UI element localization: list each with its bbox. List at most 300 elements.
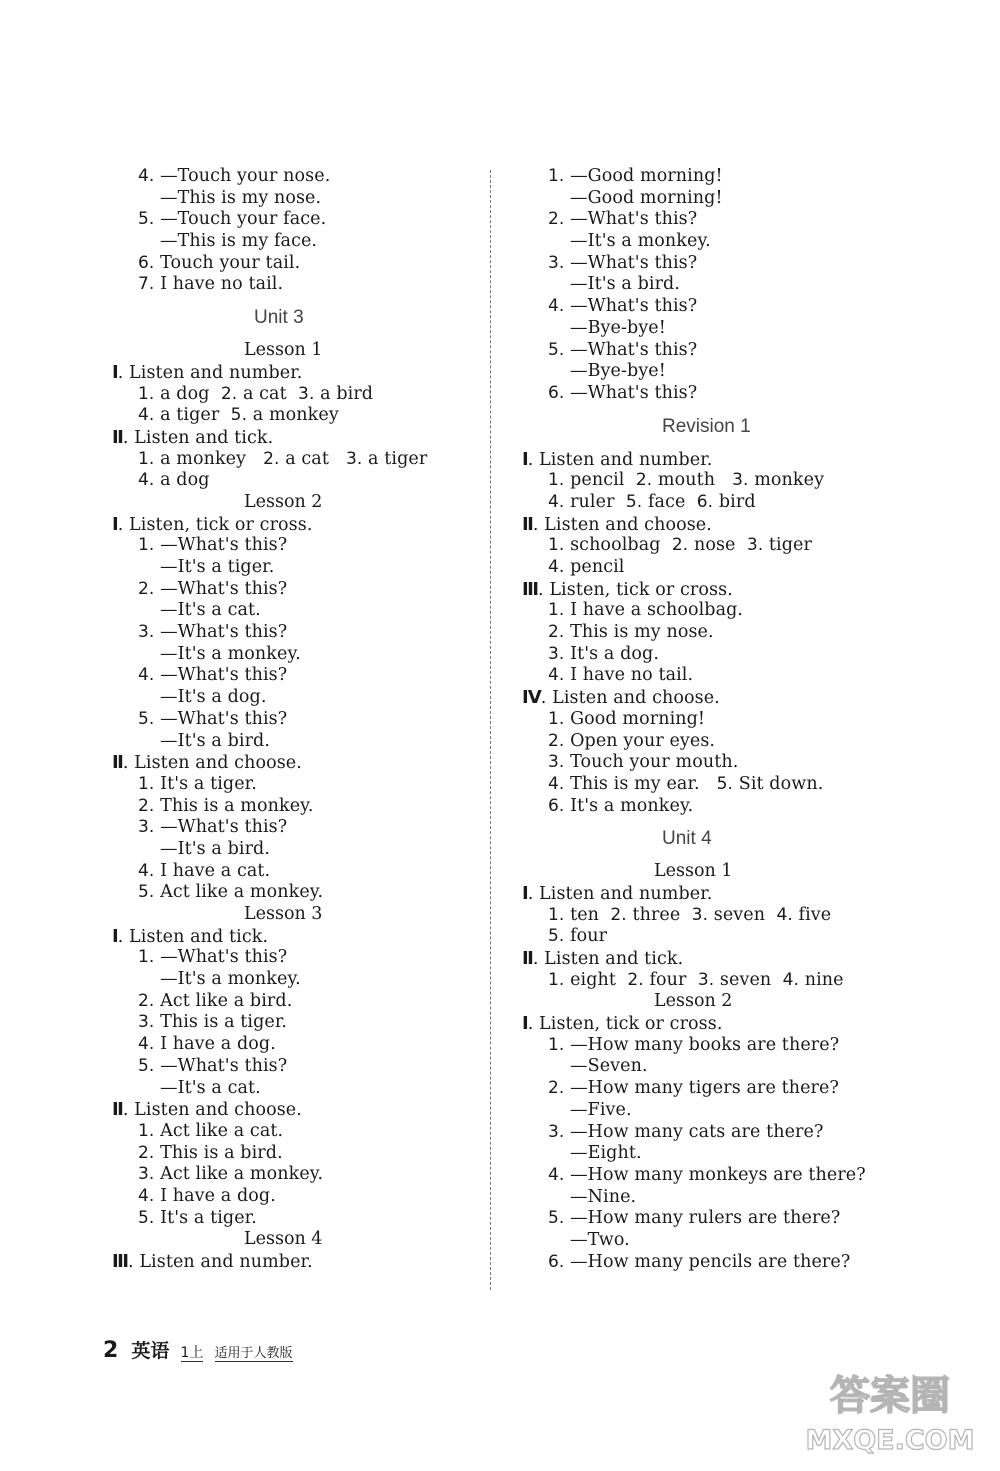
roman-numeral: Ⅰ xyxy=(112,361,118,382)
answer-text: . Listen and tick. xyxy=(532,949,684,969)
answer-text: —This is my nose. xyxy=(160,187,322,208)
lesson-heading: Lesson 4 xyxy=(244,1229,323,1250)
answer-line xyxy=(112,166,472,188)
item-number: 4. xyxy=(548,557,565,577)
answer-line xyxy=(522,1035,922,1057)
exercise-heading xyxy=(522,883,922,905)
unit-heading: Unit 3 xyxy=(254,307,304,329)
item-number: 4. xyxy=(548,491,565,512)
item-number: 7. xyxy=(138,274,155,295)
item-number: 4. xyxy=(548,773,565,794)
answer-text: —What's this? xyxy=(564,339,698,360)
answer-line xyxy=(522,774,922,796)
roman-numeral: Ⅲ xyxy=(522,578,539,599)
answer-line xyxy=(112,600,472,622)
item-number: 6. xyxy=(138,252,155,273)
answer-line xyxy=(112,839,472,861)
item-number: 3. xyxy=(691,904,709,925)
item-number: 3. xyxy=(298,383,315,404)
lesson-heading: Lesson 1 xyxy=(244,340,323,361)
answer-line xyxy=(522,1165,922,1187)
exercise-heading xyxy=(112,1099,472,1121)
answer-line xyxy=(522,1252,922,1274)
answer-text: —It's a bird. xyxy=(160,838,271,859)
item-number: 2. xyxy=(220,383,238,404)
exercise-heading xyxy=(522,1013,922,1035)
answer-line xyxy=(112,731,472,753)
answer-line xyxy=(112,579,472,601)
answer-text: —It's a bird. xyxy=(570,274,681,295)
item-number: 3. xyxy=(548,1121,565,1142)
answer-line xyxy=(522,1208,922,1230)
answer-line xyxy=(522,600,922,622)
answer-text: This is a bird. xyxy=(154,1142,283,1163)
answer-text: Act like a monkey. xyxy=(154,882,324,903)
answer-text: . Listen and number. xyxy=(117,362,303,383)
answer-text: nose xyxy=(688,535,747,556)
exercise-heading xyxy=(522,514,922,536)
answer-line xyxy=(522,1143,922,1165)
answer-text: I have a dog. xyxy=(154,1185,276,1206)
answer-line xyxy=(522,796,922,818)
answer-text: three xyxy=(626,904,692,925)
answer-text: —Eight. xyxy=(570,1143,642,1164)
answer-line xyxy=(112,774,472,796)
roman-numeral: Ⅰ xyxy=(112,513,118,534)
answer-line xyxy=(112,991,472,1013)
item-number: 5. xyxy=(548,339,565,360)
item-number: 2. xyxy=(138,578,155,599)
answer-text: —How many pencils are there? xyxy=(564,1251,851,1272)
answer-line xyxy=(112,882,472,904)
answer-line xyxy=(522,622,922,644)
answer-line xyxy=(112,1164,472,1186)
answer-text: —Touch your nose. xyxy=(154,166,331,186)
edition-label: 适用于人教版 xyxy=(214,1346,293,1361)
answer-line xyxy=(112,687,472,709)
answer-text: —What's this? xyxy=(564,209,698,230)
answer-text: I have no tail. xyxy=(564,665,694,686)
answer-line xyxy=(112,1121,472,1143)
answer-text: —What's this? xyxy=(154,622,288,643)
answer-line xyxy=(522,752,922,774)
answer-text: four xyxy=(564,926,608,947)
answer-text: —Touch your face. xyxy=(154,209,327,230)
item-number: 2. xyxy=(548,209,565,230)
answer-text: It's a monkey. xyxy=(564,795,694,816)
answer-text: This is my nose. xyxy=(564,622,714,643)
answer-text: —Nine. xyxy=(570,1186,637,1207)
answer-text: —What's this? xyxy=(154,708,288,729)
item-number: 3. xyxy=(138,1164,155,1185)
answer-text: It's a dog. xyxy=(564,643,659,664)
answer-line xyxy=(112,709,472,731)
exercise-heading xyxy=(522,579,922,601)
answer-line xyxy=(522,274,922,296)
answer-text: . Listen, tick or cross. xyxy=(527,1014,723,1035)
answer-text: —Two. xyxy=(570,1229,630,1250)
item-number: 2. xyxy=(138,1142,155,1163)
lesson-heading: Lesson 3 xyxy=(244,904,323,924)
item-number: 2. xyxy=(671,535,689,556)
answer-line xyxy=(112,253,472,275)
answer-text: . Listen and choose. xyxy=(532,514,712,535)
exercise-heading xyxy=(112,752,472,774)
answer-line xyxy=(112,231,472,253)
item-number: 1. xyxy=(138,535,155,556)
item-number: 2. xyxy=(635,470,653,491)
answer-line xyxy=(522,1187,922,1209)
subject-label: 英语 xyxy=(131,1340,170,1362)
answer-line xyxy=(522,926,922,948)
roman-numeral: Ⅰ xyxy=(112,925,118,946)
roman-numeral: Ⅰ xyxy=(522,882,528,903)
answer-text: —Good morning! xyxy=(570,187,723,208)
column-divider xyxy=(490,170,491,1290)
answer-text: This is a monkey. xyxy=(154,795,314,816)
unit-heading: Revision 1 xyxy=(662,415,751,437)
item-number: 2. xyxy=(138,795,155,816)
lesson-heading: Lesson 2 xyxy=(244,491,323,512)
answer-text: pencil xyxy=(564,557,625,577)
answer-line xyxy=(112,384,472,406)
answer-text: It's a tiger. xyxy=(154,1207,257,1228)
answer-text: —It's a bird. xyxy=(160,730,271,751)
item-number: 2. xyxy=(548,622,565,643)
item-number: 3. xyxy=(548,752,565,773)
roman-numeral: Ⅱ xyxy=(112,426,123,447)
answer-text: eight xyxy=(564,969,628,990)
page-number: 2 xyxy=(103,1338,119,1363)
answer-text: —What's this? xyxy=(154,578,288,599)
item-number: 6. xyxy=(696,491,714,512)
item-number: 5. xyxy=(548,926,565,947)
item-number: 5. xyxy=(138,882,155,903)
answer-text: Act like a cat. xyxy=(154,1120,284,1141)
item-number: 1. xyxy=(138,448,155,469)
exercise-heading xyxy=(522,948,922,970)
answer-text: ruler xyxy=(564,491,626,512)
answer-line xyxy=(522,361,922,383)
answer-text: This is my ear. xyxy=(564,773,717,794)
answer-text: —What's this? xyxy=(154,665,288,686)
answer-line xyxy=(522,905,922,927)
item-number: 1. xyxy=(548,1034,565,1055)
answer-text: —How many cats are there? xyxy=(564,1121,824,1142)
answer-text: —It's a cat. xyxy=(160,1077,261,1098)
answer-text: tiger xyxy=(763,535,812,556)
answer-line xyxy=(522,665,922,687)
item-number: 4. xyxy=(138,470,155,491)
answer-line xyxy=(112,188,472,210)
answer-line xyxy=(112,947,472,969)
item-number: 5. xyxy=(625,491,643,512)
answer-text: . Listen and choose. xyxy=(122,1100,302,1121)
item-number: 1. xyxy=(548,969,565,990)
roman-numeral: Ⅱ xyxy=(112,1099,123,1120)
watermark-logo xyxy=(806,1365,974,1457)
watermark-top: 答案圈 xyxy=(830,1373,950,1419)
item-number: 1. xyxy=(138,773,155,794)
answer-text: four xyxy=(643,969,698,990)
answer-text: I have a schoolbag. xyxy=(564,600,744,621)
answer-text: monkey xyxy=(748,470,825,491)
roman-numeral: Ⅱ xyxy=(522,948,533,968)
item-number: 2. xyxy=(138,990,155,1011)
answer-line xyxy=(112,817,472,839)
answer-line xyxy=(522,1122,922,1144)
answer-text: . Listen, tick or cross. xyxy=(538,579,733,600)
item-number: 1. xyxy=(548,600,565,621)
item-number: 2. xyxy=(610,904,627,925)
answer-line xyxy=(522,231,922,253)
item-number: 3. xyxy=(548,643,565,664)
answer-line xyxy=(522,709,922,731)
roman-numeral: Ⅲ xyxy=(112,1251,129,1271)
roman-numeral: Ⅰ xyxy=(522,448,528,469)
item-number: 5. xyxy=(138,708,155,729)
roman-numeral: Ⅱ xyxy=(522,513,533,534)
answer-line xyxy=(522,1078,922,1100)
answer-line xyxy=(522,470,922,492)
answer-text: Touch your mouth. xyxy=(564,752,739,773)
answer-text: —What's this? xyxy=(564,296,698,317)
answer-line xyxy=(112,796,472,818)
answer-line xyxy=(112,1143,472,1165)
answer-text: a monkey xyxy=(247,405,339,426)
answer-line xyxy=(112,449,472,471)
watermark-bottom: MXQE.COM xyxy=(806,1425,974,1456)
answer-text: —It's a tiger. xyxy=(160,557,275,577)
item-number: 3. xyxy=(138,1012,155,1033)
answer-line xyxy=(522,209,922,231)
answer-line xyxy=(522,296,922,318)
answer-line xyxy=(522,1056,922,1078)
item-number: 6. xyxy=(548,795,565,816)
answer-line xyxy=(522,1100,922,1122)
answer-line xyxy=(522,318,922,340)
answer-text: —Seven. xyxy=(570,1056,648,1077)
item-number: 1. xyxy=(548,535,565,556)
answer-text: —Bye-bye! xyxy=(570,317,666,338)
answer-line xyxy=(522,492,922,514)
answer-line xyxy=(112,644,472,666)
answer-text: face xyxy=(642,491,697,512)
grade-label: 1上 xyxy=(180,1345,204,1361)
item-number: 3. xyxy=(138,817,155,838)
answer-line xyxy=(522,557,922,579)
answer-text: I have a dog. xyxy=(154,1034,276,1055)
item-number: 4. xyxy=(138,405,155,426)
exercise-heading xyxy=(522,687,922,709)
answer-text: . Listen and number. xyxy=(527,883,713,904)
answer-text: a monkey xyxy=(154,448,264,469)
answer-text: five xyxy=(792,904,832,925)
answer-text: This is a tiger. xyxy=(154,1012,288,1033)
answer-text: —It's a monkey. xyxy=(570,231,711,252)
answer-text: —What's this? xyxy=(154,817,288,838)
answer-text: a dog xyxy=(154,383,221,404)
left-column xyxy=(112,166,472,1273)
exercise-heading xyxy=(112,427,472,449)
item-number: 3. xyxy=(138,622,155,643)
item-number: 5. xyxy=(548,1208,565,1229)
item-number: 5. xyxy=(138,1207,155,1228)
item-number: 5. xyxy=(716,773,734,794)
answer-text: —It's a monkey. xyxy=(160,643,301,664)
answer-text: bird xyxy=(713,491,756,512)
answer-line xyxy=(112,1012,472,1034)
item-number: 5. xyxy=(138,209,155,230)
item-number: 1. xyxy=(138,1120,155,1141)
answer-line xyxy=(112,622,472,644)
item-number: 6. xyxy=(548,1251,565,1272)
item-number: 4. xyxy=(138,860,155,881)
answer-text: nine xyxy=(799,969,844,990)
answer-line xyxy=(522,383,922,405)
item-number: 4. xyxy=(138,665,155,686)
item-number: 5. xyxy=(138,1055,155,1076)
answer-text: —This is my face. xyxy=(160,231,318,252)
answer-text: a tiger xyxy=(154,405,231,426)
answer-line xyxy=(522,253,922,275)
exercise-heading xyxy=(112,514,472,536)
answer-text: Act like a bird. xyxy=(154,990,293,1011)
unit-heading: Unit 4 xyxy=(662,828,712,850)
answer-line xyxy=(112,209,472,231)
item-number: 1. xyxy=(548,470,565,491)
item-number: 6. xyxy=(548,382,565,403)
answer-line xyxy=(112,1208,472,1230)
item-number: 2. xyxy=(548,1078,565,1099)
answer-text: —How many tigers are there? xyxy=(564,1078,839,1099)
answer-text: —What's this? xyxy=(154,947,288,968)
item-number: 2. xyxy=(263,448,280,469)
answer-text: . Listen and number. xyxy=(527,449,713,470)
answer-text: —Bye-bye! xyxy=(570,361,666,382)
answer-text: —Five. xyxy=(570,1099,632,1120)
answer-text: Sit down. xyxy=(733,773,824,794)
answer-text: I have a cat. xyxy=(154,860,271,881)
answer-text: . Listen and tick. xyxy=(122,427,274,448)
roman-numeral: Ⅱ xyxy=(112,752,123,773)
answer-line xyxy=(112,470,472,492)
right-column xyxy=(522,166,922,1273)
answer-text: . Listen and choose. xyxy=(540,688,720,709)
item-number: 4. xyxy=(138,166,155,186)
answer-text: mouth xyxy=(652,470,733,491)
lesson-heading: Lesson 1 xyxy=(654,861,733,882)
answer-line xyxy=(522,1230,922,1252)
answer-text: schoolbag xyxy=(564,535,672,556)
item-number: 1. xyxy=(138,947,155,968)
lesson-heading: Lesson 2 xyxy=(654,991,733,1012)
page-footer xyxy=(103,1336,293,1362)
answer-text: ten xyxy=(564,904,611,925)
answer-text: —What's this? xyxy=(154,1055,288,1076)
item-number: 4. xyxy=(138,1034,155,1055)
answer-text: —How many books are there? xyxy=(564,1034,840,1055)
answer-text: pencil xyxy=(564,470,636,491)
item-number: 4. xyxy=(138,1185,155,1206)
answer-text: . Listen and number. xyxy=(128,1252,313,1272)
answer-line xyxy=(112,1186,472,1208)
answer-line xyxy=(522,644,922,666)
answer-text: Touch your tail. xyxy=(154,252,301,273)
answer-text: —It's a dog. xyxy=(160,687,267,708)
answer-line xyxy=(522,970,922,992)
item-number: 4. xyxy=(548,665,565,686)
item-number: 1. xyxy=(548,166,565,186)
answer-line xyxy=(112,969,472,991)
answer-text: —Good morning! xyxy=(564,166,723,186)
item-number: 2. xyxy=(548,730,565,751)
answer-text: I have no tail. xyxy=(154,274,284,295)
answer-text: . Listen and choose. xyxy=(122,753,302,774)
answer-line xyxy=(522,731,922,753)
answer-line xyxy=(112,1056,472,1078)
answer-text: seven xyxy=(708,904,777,925)
answer-text: . Listen and tick. xyxy=(117,926,269,947)
answer-text: a tiger xyxy=(362,448,428,469)
answer-line xyxy=(112,405,472,427)
answer-line xyxy=(112,665,472,687)
answer-line xyxy=(112,1078,472,1100)
roman-numeral: Ⅰ xyxy=(522,1013,528,1034)
exercise-heading xyxy=(522,449,922,471)
item-number: 4. xyxy=(548,1164,565,1185)
item-number: 3. xyxy=(697,969,715,990)
answer-text: It's a tiger. xyxy=(154,773,257,794)
item-number: 4. xyxy=(776,904,793,925)
answer-text: Open your eyes. xyxy=(564,730,716,751)
answer-line xyxy=(522,166,922,188)
exercise-heading xyxy=(112,926,472,948)
answer-text: —It's a monkey. xyxy=(160,969,301,990)
item-number: 3. xyxy=(746,535,764,556)
answer-line xyxy=(522,188,922,210)
answer-text: Act like a monkey. xyxy=(154,1164,324,1185)
answer-text: —What's this? xyxy=(564,252,698,273)
roman-numeral: Ⅳ xyxy=(522,687,541,708)
answer-line xyxy=(112,535,472,557)
answer-text: —What's this? xyxy=(154,535,288,556)
answer-line xyxy=(112,1034,472,1056)
item-number: 5. xyxy=(230,405,248,426)
answer-text: Good morning! xyxy=(564,708,706,729)
answer-text: —It's a cat. xyxy=(160,600,261,621)
exercise-heading xyxy=(112,362,472,384)
answer-line xyxy=(522,340,922,362)
answer-text: a cat xyxy=(237,383,299,404)
item-number: 2. xyxy=(627,969,644,990)
item-number: 1. xyxy=(548,904,565,925)
answer-line xyxy=(112,557,472,579)
item-number: 1. xyxy=(548,708,565,729)
item-number: 1. xyxy=(138,383,155,404)
item-number: 3. xyxy=(345,448,363,469)
answer-text: seven xyxy=(714,969,783,990)
item-number: 4. xyxy=(548,296,565,317)
answer-text: —How many rulers are there? xyxy=(564,1208,841,1229)
answer-text: a bird xyxy=(314,383,374,404)
answer-text: —How many monkeys are there? xyxy=(564,1164,866,1185)
answer-text: —What's this? xyxy=(564,382,698,403)
item-number: 3. xyxy=(548,252,565,273)
answer-line xyxy=(112,274,472,296)
answer-text: . Listen, tick or cross. xyxy=(117,514,313,535)
answer-text: a dog xyxy=(154,470,210,491)
